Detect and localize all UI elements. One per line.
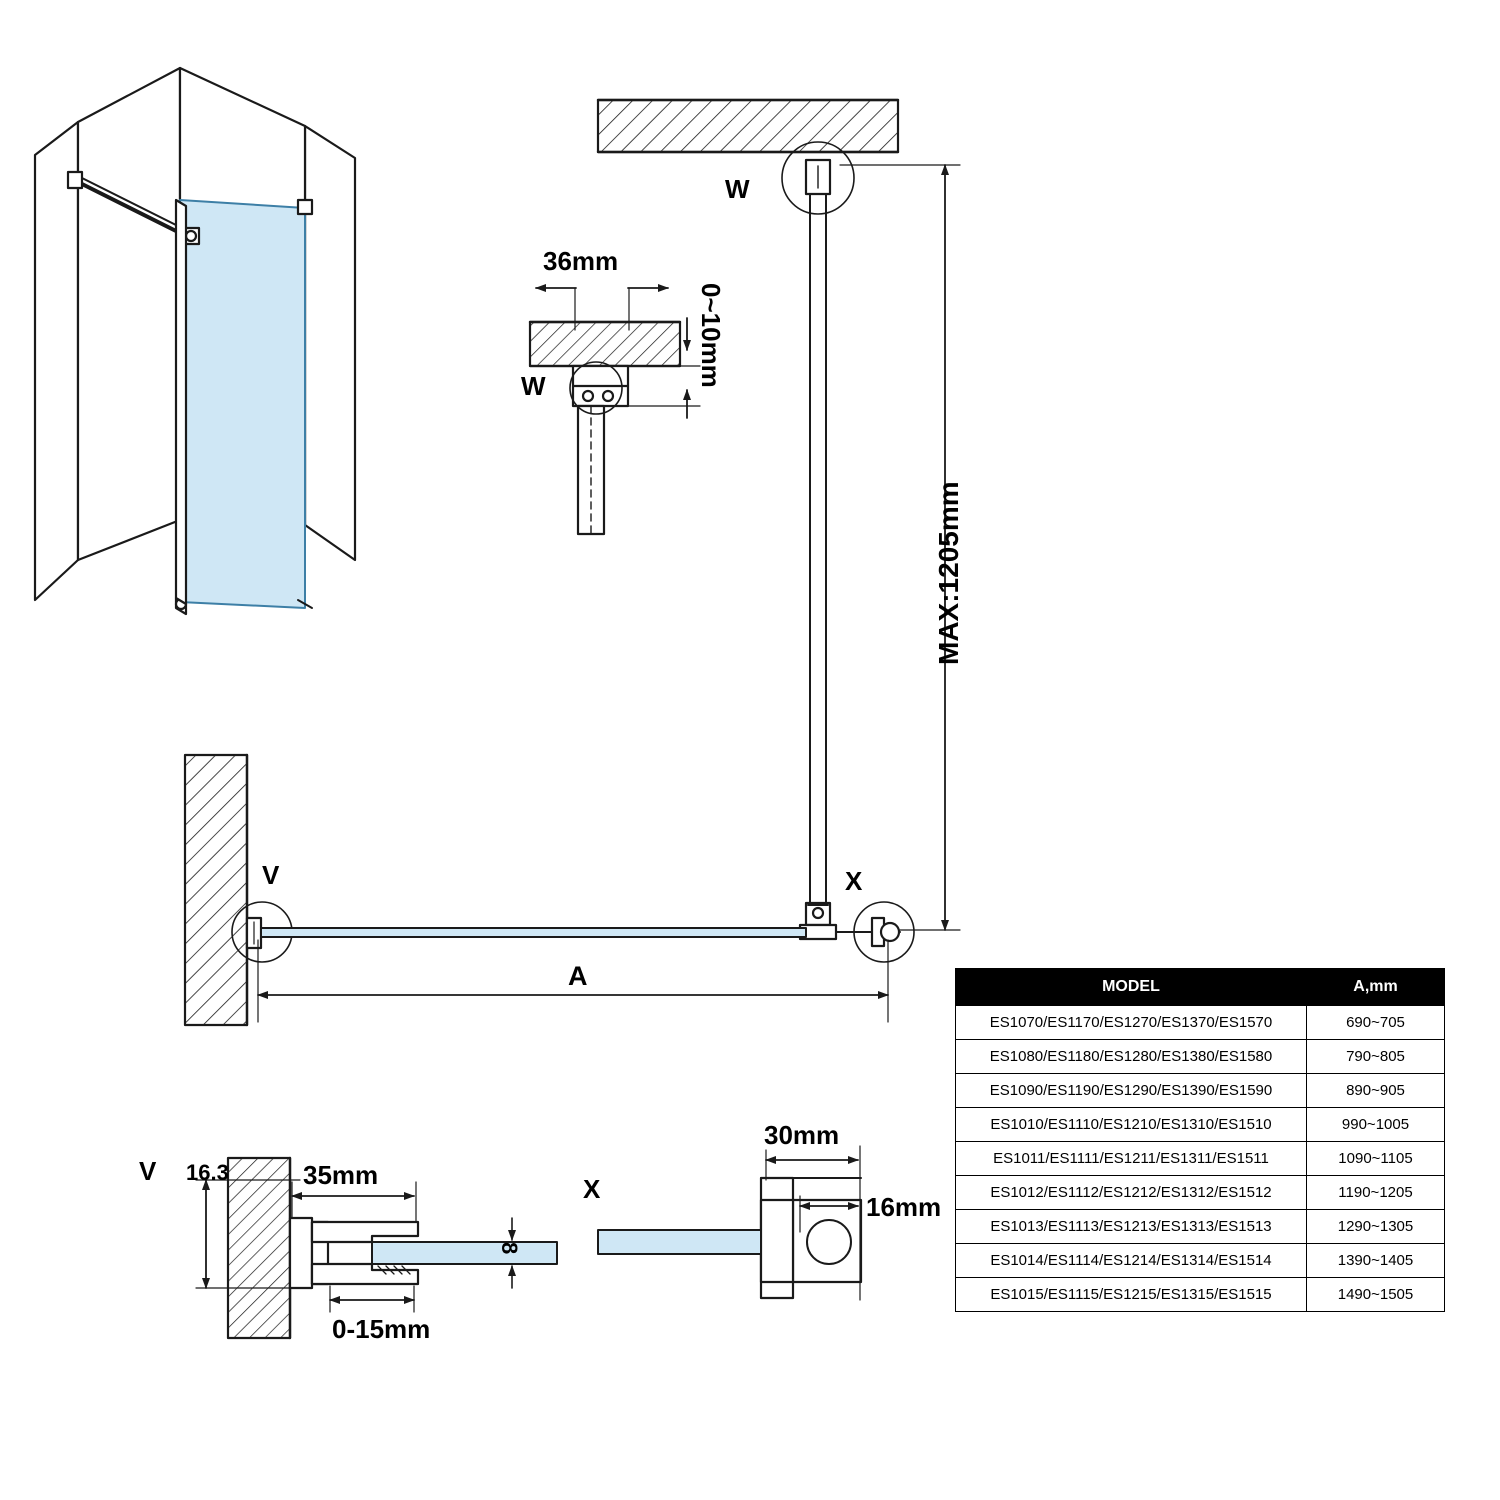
dim-glass-8: 8 [497, 1242, 522, 1255]
table-header-a: A,mm [1306, 969, 1444, 1006]
label-v-section: V [139, 1156, 157, 1186]
table-cell-model: ES1090/ES1190/ES1290/ES1390/ES1590 [956, 1074, 1307, 1108]
table-row [956, 1210, 1445, 1244]
table-row [956, 1108, 1445, 1142]
table-row [956, 1040, 1445, 1074]
table-cell-a: 1290~1305 [1306, 1210, 1444, 1244]
detail-w-section [530, 288, 700, 534]
table-cell-model: ES1070/ES1170/ES1270/ES1370/ES1570 [956, 1006, 1307, 1040]
label-w-detail: W [521, 371, 546, 401]
table-cell-a: 990~1005 [1306, 1108, 1444, 1142]
main-elevation [598, 100, 960, 962]
table-row [956, 1006, 1445, 1040]
table-cell-a: 690~705 [1306, 1006, 1444, 1040]
table-cell-a: 1490~1505 [1306, 1278, 1444, 1312]
table-row [956, 1278, 1445, 1312]
plan-view [185, 755, 888, 1025]
table-cell-model: ES1010/ES1110/ES1210/ES1310/ES1510 [956, 1108, 1307, 1142]
label-x-section: X [583, 1174, 601, 1204]
table-cell-model: ES1015/ES1115/ES1215/ES1315/ES1515 [956, 1278, 1307, 1312]
table-cell-a: 1090~1105 [1306, 1142, 1444, 1176]
dim-36mm: 36mm [543, 246, 619, 276]
label-w-top: W [725, 174, 750, 204]
table-cell-model: ES1013/ES1113/ES1213/ES1313/ES1513 [956, 1210, 1307, 1244]
table-cell-a: 890~905 [1306, 1074, 1444, 1108]
model-dimension-table [955, 968, 1445, 1312]
table-row [956, 1244, 1445, 1278]
dim-35mm: 35mm [303, 1160, 379, 1190]
table-cell-model: ES1011/ES1111/ES1211/ES1311/ES1511 [956, 1142, 1307, 1176]
table-header-model: MODEL [956, 969, 1307, 1006]
dim-16mm: 16mm [866, 1192, 942, 1222]
dim-max-height: MAX:1205mm [933, 481, 964, 665]
detail-x-section [598, 1146, 861, 1300]
dim-30mm: 30mm [764, 1120, 840, 1150]
perspective-view [35, 68, 355, 614]
dim-16-3: 16.3 [186, 1160, 229, 1185]
table-row [956, 1074, 1445, 1108]
table-row [956, 1142, 1445, 1176]
label-x-plan: X [845, 866, 863, 896]
label-v-plan: V [262, 860, 280, 890]
dim-0-15mm: 0-15mm [332, 1314, 431, 1344]
table-cell-model: ES1012/ES1112/ES1212/ES1312/ES1512 [956, 1176, 1307, 1210]
table-header-row [956, 969, 1445, 1006]
table-cell-a: 1190~1205 [1306, 1176, 1444, 1210]
table-row [956, 1176, 1445, 1210]
table-cell-a: 1390~1405 [1306, 1244, 1444, 1278]
table-cell-a: 790~805 [1306, 1040, 1444, 1074]
table-cell-model: ES1080/ES1180/ES1280/ES1380/ES1580 [956, 1040, 1307, 1074]
table-cell-model: ES1014/ES1114/ES1214/ES1314/ES1514 [956, 1244, 1307, 1278]
dim-a: A [568, 961, 588, 991]
dim-0-10mm: 0~10mm [696, 283, 726, 388]
